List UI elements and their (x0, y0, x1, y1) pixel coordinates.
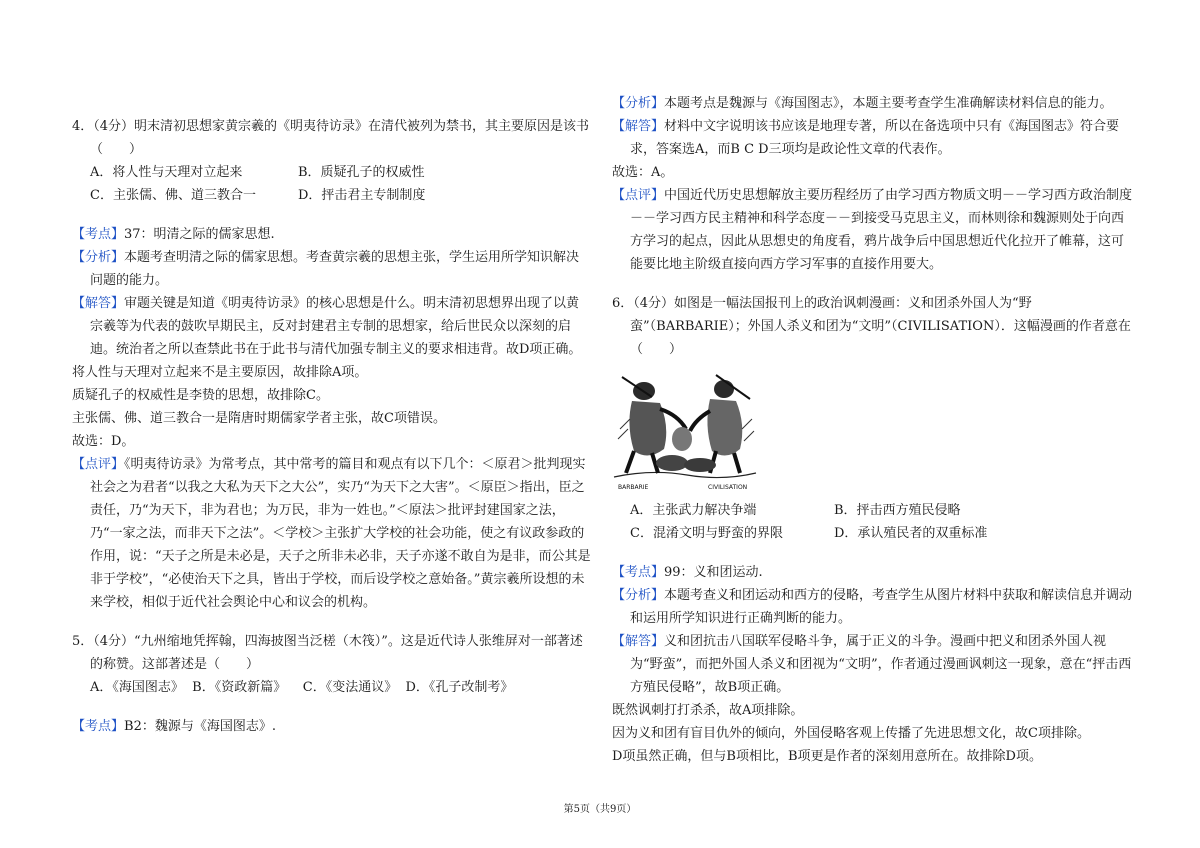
q4-line-3: 主张儒、佛、道三教合一是隋唐时期儒家学者主张，故C项错误。 (72, 411, 446, 426)
q4-kaodian: 【考点】37：明清之际的儒家思想. (72, 227, 275, 242)
dianping-tag: 【点评】 (612, 188, 665, 203)
kaodian-tag: 【考点】 (72, 227, 125, 242)
q6-fenxi: 【分析】本题考查义和团运动和西方的侵略，考查学生从图片材料中获取和解读信息并调动和运用所学知识进行正确判断的能力。 (612, 588, 1133, 626)
q5-option-d: D．《孔子改制考》 (405, 680, 514, 695)
q6-jieda: 【解答】义和团抗击八国联军侵略斗争，属于正义的斗争。漫画中把义和团杀外国人视为“野蛮”，而把外国人杀义和团视为“文明”，作者通过漫画讽刺这一现象，意在“抨击西方殖民侵略”，故B项正确。 (612, 634, 1132, 695)
q5-jieda: 【解答】材料中文字说明该书应该是地理专著，所以在备选项中只有《海国图志》符合要求，答案选A，而B C D三项均是政论性文章的代表作。 (612, 119, 1120, 157)
jieda-tag: 【解答】 (612, 634, 665, 649)
q5-dianping: 【点评】中国近代历史思想解放主要历程经历了由学习西方物质文明－－学习西方政治制度－－学习西方民主精神和科学态度－－到接受马克思主义，而林则徐和魏源则处于向西方学习的起点，因此从思想史的角度看，鸦片战争后中国思想近代化拉开了帷幕，这可能要比地主阶级直接向西方学习军事的直接作用要大。 (612, 188, 1133, 272)
cartoon-label-barbarie: BARBARIE (618, 484, 649, 491)
q6-line-3: D项虽然正确，但与B项相比，B项更是作者的深刻用意所在。故排除D项。 (612, 749, 1042, 764)
q4-dianping: 【点评】《明夷待访录》为常考点，其中常考的篇目和观点有以下几个：＜原君＞批判现实社会之为君者“以我之大私为天下之大公”，实乃“为天下之大害”。＜原臣＞指出，臣之责任，乃“为天下，非为君也；为万民，非为一姓也。”＜原法＞批评封建国家之法，乃“一家之法，而非天下之法”。＜学校＞主张扩大学校的社会功能，使之有议政参政的作用，说：“天子之所是未必是，天子之所非未必非，天子亦遂不敢自为是非，而公其是非于学校”，“必使治天下之具，皆出于学校，而后设学校之意始备。”黄宗羲所设想的未来学校，相似于近代社会舆论中心和议会的机构。 (72, 457, 591, 610)
q4-options (90, 161, 592, 207)
fenxi-tag: 【分析】 (612, 588, 665, 603)
q4-line-1: 将人性与天理对立起来不是主要原因，故排除A项。 (72, 365, 368, 380)
q5-option-a: A．《海国图志》 (90, 680, 184, 695)
q5-fenxi: 【分析】本题考点是魏源与《海国图志》，本题主要考查学生准确解读材料信息的能力。 (612, 96, 1113, 111)
q6-kaodian: 【考点】99：义和团运动. (612, 565, 763, 580)
cartoon-label-civilisation: CIVILISATION (708, 484, 748, 491)
q4-answer: 故选：D。 (72, 434, 135, 449)
q4-fenxi: 【分析】本题考查明清之际的儒家思想。考查黄宗羲的思想主张，学生运用所学知识解决问题的能力。 (72, 250, 580, 288)
q4-option-a: A．将人性与天理对立起来 (90, 165, 243, 180)
q6-option-b: B．抨击西方殖民侵略 (834, 503, 961, 518)
q4-option-c: C．主张儒、佛、道三教合一 (90, 188, 256, 203)
q4-jieda: 【解答】审题关键是知道《明夷待访录》的核心思想是什么。明末清初思想界出现了以黄宗羲等为代表的鼓吹早期民主，反对封建君主专制的思想家，给后世民众以深刻的启迪。统治者之所以查禁此书在于此书与清代加强专制主义的要求相违背。故D项正确。 (72, 296, 582, 357)
q6-line-2: 因为义和团有盲目仇外的倾向，外国侵略客观上传播了先进思想文化，故C项排除。 (612, 726, 1090, 741)
q6-option-a: A．主张武力解决争端 (630, 503, 757, 518)
q6-option-d: D．承认殖民者的双重标准 (834, 526, 988, 541)
q5-options (90, 676, 592, 699)
jieda-tag: 【解答】 (612, 119, 665, 134)
q6-line-1: 既然讽刺打打杀杀，故A项排除。 (612, 703, 804, 718)
q4-option-b: B．质疑孔子的权威性 (298, 165, 425, 180)
q6-options (630, 499, 1134, 545)
q6-stem: 6．（4分）如图是一幅法国报刊上的政治讽刺漫画：义和团杀外国人为“野蛮”（BARBARIE）；外国人杀义和团为“文明”（CIVILISATION）．这幅漫画的作者意在（ ） (612, 296, 1131, 357)
page-footer: 第5页（共9页） (563, 804, 637, 815)
left-column (72, 115, 592, 738)
fenxi-tag: 【分析】 (72, 250, 125, 265)
q4-option-d: D．抨击君主专制制度 (298, 188, 426, 203)
kaodian-tag: 【考点】 (72, 719, 125, 734)
kaodian-tag: 【考点】 (612, 565, 665, 580)
q6-option-c: C．混淆文明与野蛮的界限 (630, 526, 783, 541)
dianping-tag: 【点评】 (72, 457, 125, 472)
right-column (612, 92, 1134, 768)
q5-option-b: B．《资政新篇》 (192, 680, 287, 695)
political-cartoon-image (612, 369, 758, 493)
q4-stem: 4．（4分）明末清初思想家黄宗羲的《明夷待访录》在清代被列为禁书，其主要原因是该书（ ） (72, 119, 590, 157)
q5-option-c: C．《变法通议》 (302, 680, 398, 695)
q5-kaodian: 【考点】B2：魏源与《海国图志》. (72, 719, 276, 734)
fenxi-tag: 【分析】 (612, 96, 665, 111)
q5-answer: 故选：A。 (612, 165, 674, 180)
q4-line-2: 质疑孔子的权威性是李贽的思想，故排除C。 (72, 388, 329, 403)
jieda-tag: 【解答】 (72, 296, 125, 311)
q5-stem: 5．（4分）“九州缩地凭挥翰，四海披图当泛槎（木筏）”。这是近代诗人张维屏对一部著述的称赞。这部著述是（ ） (72, 634, 583, 672)
